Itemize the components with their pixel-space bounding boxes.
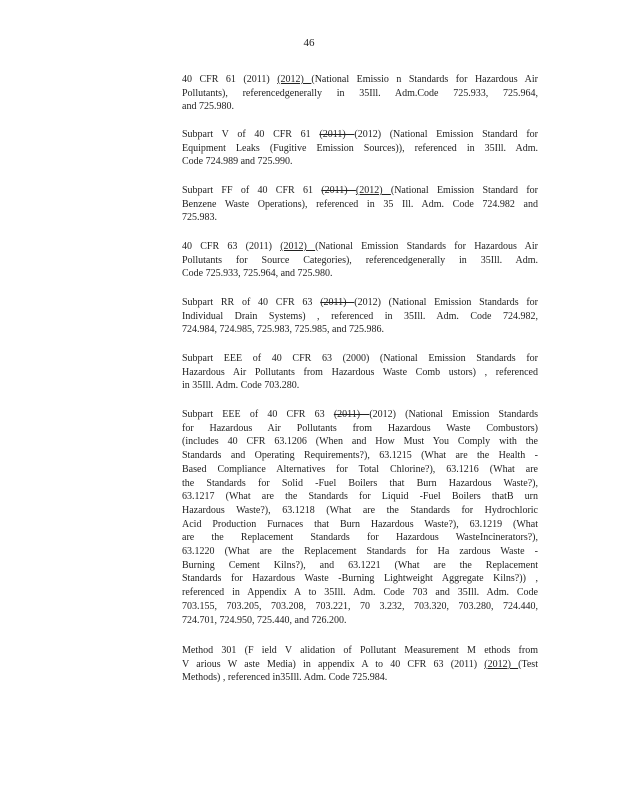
text-segment: (Test <box>518 658 538 670</box>
text-line <box>182 545 538 559</box>
text-segment: 40 CFR 61 (2011) <box>182 74 278 85</box>
text-line <box>182 155 538 169</box>
text-segment: in 35Ill. Adm. Code 703.280. <box>182 380 300 392</box>
text-segment: Subpart V of 40 CFR 61 <box>182 129 320 140</box>
text-segment: Subpart EEE of 40 CFR 63 (2000) (National Emission Standards for <box>182 353 538 364</box>
text-line <box>182 73 538 87</box>
text-segment: Subpart FF of 40 CFR 61 <box>182 185 322 196</box>
text-segment: Code 724.989 and 725.990. <box>182 156 293 168</box>
text-segment: 724.984, 724.985, 725.983, 725.985, and 725.986. <box>182 324 384 336</box>
text-line <box>182 671 538 685</box>
inserted-text: (2012) <box>355 185 391 196</box>
text-line <box>182 422 538 436</box>
text-line <box>182 184 538 198</box>
text-segment: Hazardous Air Pollutants from Hazardous Waste Comb ustors) , referenced <box>182 366 538 378</box>
text-line <box>182 211 538 225</box>
text-line <box>182 490 538 504</box>
text-line <box>182 254 538 268</box>
text-segment: Code 725.933, 725.964, and 725.980. <box>182 268 333 280</box>
text-segment: referenced in Appendix A to 35Ill. Adm. Code 703 and 35Ill. Adm. Code <box>182 587 538 599</box>
text-segment: Individual Drain Systems) , referenced in 35Ill. Adm. Code 724.982, <box>182 310 538 322</box>
text-segment: Subpart RR of 40 CFR 63 <box>182 297 321 308</box>
text-line <box>182 240 538 254</box>
text-segment: Pollutants), referencedgenerally in 35Ill. Adm.Code 725.933, 725.964, <box>182 87 538 99</box>
text-segment: (includes 40 CFR 63.1206 (When and How Must You Comply with the <box>182 436 538 448</box>
text-segment: Subpart EEE of 40 CFR 63 <box>182 409 334 420</box>
text-segment: 724.701, 724.950, 725.440, and 726.200. <box>182 614 347 626</box>
text-segment: the Standards for Solid -Fuel Boilers that Burn Hazardous Waste?), <box>182 477 538 489</box>
text-segment: Methods) , referenced in35Ill. Adm. Code 725.984. <box>182 672 388 684</box>
text-segment: Pollutants for Source Categories), referencedgenerally in 35Ill. Adm. <box>182 254 538 266</box>
text-line <box>182 87 538 101</box>
text-line <box>182 463 538 477</box>
text-segment: V arious W aste Media) in appendix A to 40 CFR 63 (2011) <box>182 658 485 670</box>
text-line <box>182 572 538 586</box>
text-segment: (National Emissio n Standards for Hazardous Air <box>311 74 538 85</box>
text-line <box>182 267 538 281</box>
text-line <box>182 477 538 491</box>
text-line <box>182 504 538 518</box>
text-line <box>182 644 538 658</box>
text-line <box>182 586 538 600</box>
text-segment: Hazardous Waste?), 63.1218 (What are the Standards for Hydrochloric <box>182 504 538 516</box>
inserted-text: (2012) <box>484 658 519 670</box>
page-number: 46 <box>303 37 315 49</box>
text-line <box>182 352 538 366</box>
reference-paragraph <box>182 128 538 169</box>
reference-paragraph <box>182 408 538 627</box>
text-line <box>182 435 538 449</box>
text-line <box>182 559 538 573</box>
text-line <box>182 296 538 310</box>
text-segment: and 725.980. <box>182 101 234 113</box>
text-line <box>182 366 538 380</box>
text-segment: are the Replacement Standards for Hazardous WasteIncinerators?), <box>182 532 538 544</box>
text-line <box>182 379 538 393</box>
reference-paragraph <box>182 240 538 281</box>
text-segment: Benzene Waste Operations), referenced in 35 Ill. Adm. Code 724.982 and <box>182 198 538 210</box>
text-segment: Based Compliance Alternatives for Total Chlorine?), 63.1216 (What are <box>182 463 538 475</box>
reference-paragraph <box>182 296 538 337</box>
deleted-text: (2011) <box>321 185 356 196</box>
text-line <box>182 600 538 614</box>
reference-paragraph <box>182 73 538 114</box>
text-line <box>182 449 538 463</box>
text-segment: (National Emission Standards for Hazardous Air <box>315 241 538 252</box>
reference-paragraph <box>182 644 538 685</box>
text-segment: 63.1220 (What are the Replacement Standards for Ha zardous Waste - <box>182 546 538 558</box>
text-segment: for Hazardous Air Pollutants from Hazardous Waste Combustors) <box>182 422 538 434</box>
text-segment: 703.155, 703.205, 703.208, 703.221, 70 3.232, 703.320, 703.280, 724.440, <box>182 600 538 612</box>
text-line <box>182 323 538 337</box>
text-segment: (2012) (National Emission Standards <box>369 409 538 420</box>
text-segment: Method 301 (F ield V alidation of Pollutant Measurement M ethods from <box>182 645 538 656</box>
text-segment: (2012) (National Emission Standards for <box>354 297 539 308</box>
inserted-text: (2012) <box>277 74 312 85</box>
text-segment: 40 CFR 63 (2011) <box>182 241 281 252</box>
text-segment: 725.983. <box>182 212 217 224</box>
text-segment: Burning Cement Kilns?), and 63.1221 (What are the Replacement <box>182 559 538 571</box>
text-segment: 63.1217 (What are the Standards for Liquid -Fuel Boilers thatB urn <box>182 491 538 503</box>
reference-paragraph <box>182 352 538 393</box>
text-line <box>182 198 538 212</box>
text-segment: Standards and Operating Requirements?), 63.1215 (What are the Health - <box>182 450 538 462</box>
deleted-text: (2011) <box>333 409 370 420</box>
text-line <box>182 408 538 422</box>
text-line <box>182 518 538 532</box>
text-segment: Equipment Leaks (Fugitive Emission Sources)), referenced in 35Ill. Adm. <box>182 142 538 154</box>
reference-paragraph <box>182 184 538 225</box>
text-segment: (National Emission Standard for <box>390 185 538 196</box>
text-line <box>182 142 538 156</box>
deleted-text: (2011) <box>320 297 355 308</box>
text-line <box>182 531 538 545</box>
text-segment: (2012) (National Emission Standard for <box>354 129 538 140</box>
text-line <box>182 658 538 672</box>
inserted-text: (2012) <box>280 241 316 252</box>
text-line <box>182 310 538 324</box>
text-line <box>182 128 538 142</box>
deleted-text: (2011) <box>319 129 355 140</box>
text-line <box>182 614 538 628</box>
text-segment: Acid Production Furnaces that Burn Hazardous Waste?), 63.1219 (What <box>182 518 538 530</box>
text-line <box>182 100 538 114</box>
text-segment: Standards for Hazardous Waste -Burning Lightweight Aggregate Kilns?)) , <box>182 573 538 585</box>
